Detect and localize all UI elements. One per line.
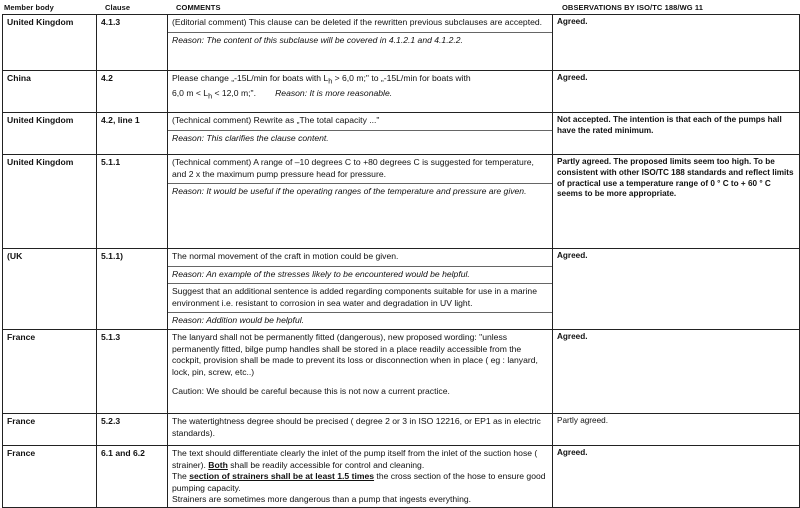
comment-cell: [168, 414, 553, 446]
member-body-cell: China: [3, 71, 97, 113]
comment-cell: [168, 71, 553, 113]
header-clause: Clause: [105, 3, 131, 12]
subscript: h: [208, 93, 213, 102]
header-comments: COMMENTS: [176, 3, 221, 12]
member-body-cell: France: [3, 446, 97, 508]
divider: [168, 32, 552, 33]
clause-cell: 4.1.3: [97, 15, 168, 71]
comment-part: Strainers are sometimes more dangerous than a pump that ingests everything.: [172, 494, 472, 505]
table-row: [3, 330, 800, 414]
header-observations: OBSERVATIONS BY ISO/TC 188/WG 11: [562, 3, 704, 12]
member-body-cell: France: [3, 330, 97, 414]
comment-text: (Technical comment) A range of –10 degrees C to +80 degrees C is suggested for temperature, and 2 x the maximum pump pressure head for pressure.: [172, 157, 534, 179]
comment-part: The text should differentiate clearly the inlet of the pump itself from the inlet of the suction hose ( strainer).: [172, 448, 538, 470]
reason-text: Reason: It would be useful if the operating ranges of the temperature and pressure are given.: [172, 186, 527, 197]
comment-part: 6,0 m < L: [172, 88, 209, 99]
comment-part: the cross section of the hose to ensure good pumping capacity.: [172, 471, 546, 493]
comment-cell: [168, 330, 553, 414]
table-row: [3, 15, 800, 71]
reason-text: Reason: An example of the stresses likely to be encountered would be helpful.: [172, 268, 470, 279]
emphasis-text: Both: [208, 459, 228, 470]
table-row: [3, 446, 800, 508]
reason-text: Reason: This clarifies the clause content.: [172, 132, 329, 143]
divider: [168, 183, 552, 184]
member-body-cell: United Kingdom: [3, 113, 97, 155]
observation-cell: Agreed.: [553, 446, 800, 508]
divider: [168, 312, 552, 313]
comment-text: Suggest that an additional sentence is added regarding components suitable for use in a marine environment i.e. resistant to corrosion in sea water and degradation in UV light.: [172, 286, 537, 308]
comment-text: (Technical comment) Rewrite as „The total capacity ...": [172, 115, 380, 125]
table-row: [3, 113, 800, 155]
observation-cell: Not accepted. The intention is that each of the pumps hall have the rated minimum.: [553, 113, 800, 155]
comment-text: The lanyard shall not be permanently fitted (dangerous), new proposed wording: "unless permanently fitted, bilge pump handles shall be stored in a place readily accessible from the cockpit, provision shall be made to prevent its loss or disconnection when in place ( eg : lanyard, lock, pin, screw, etc..): [172, 332, 538, 377]
observation-cell: Partly agreed. The proposed limits seem too high. To be consistent with other ISO/TC 188 standards and reflect limits of practical use a temperature range of 0 ° C to + 60 ° C seems to be more appropriate.: [553, 155, 800, 249]
comment-text: (Editorial comment) This clause can be deleted if the rewritten previous subclauses are accepted.: [172, 17, 543, 27]
divider: [168, 283, 552, 284]
comment-part: > 6,0 m;" to „-15L/min for boats with: [332, 73, 471, 83]
comment-cell: [168, 155, 553, 249]
divider: [168, 130, 552, 131]
observation-cell: Agreed.: [553, 249, 800, 330]
comment-cell: [168, 446, 553, 508]
table-row: [3, 249, 800, 330]
emphasis-text: section of strainers shall be at least 1.5 times: [189, 471, 375, 482]
observation-cell: Agreed.: [553, 15, 800, 71]
comment-part: shall be readily accessible for control and cleaning.: [227, 459, 425, 470]
reason-text: Reason: The content of this subclause will be covered in 4.1.2.1 and 4.1.2.2.: [172, 34, 463, 45]
clause-cell: 4.2, line 1: [97, 113, 168, 155]
clause-cell: 5.1.1): [97, 249, 168, 330]
comment-text: The watertightness degree should be precised ( degree 2 or 3 in ISO 12216, or EP1 as in electric standards).: [172, 416, 541, 438]
caution-text: Caution: We should be careful because this is not now a current practice.: [172, 386, 450, 397]
comment-cell: [168, 15, 553, 71]
table-row: [3, 155, 800, 249]
member-body-cell: (UK: [3, 249, 97, 330]
reason-text: Reason: It is more reasonable.: [275, 88, 393, 99]
observation-cell: Agreed.: [553, 330, 800, 414]
clause-cell: 6.1 and 6.2: [97, 446, 168, 508]
comment-text: [172, 448, 548, 506]
divider: [168, 266, 552, 267]
comment-cell: [168, 249, 553, 330]
comment-cell: [168, 113, 553, 155]
member-body-cell: United Kingdom: [3, 15, 97, 71]
comment-text: [172, 73, 548, 104]
clause-cell: 5.2.3: [97, 414, 168, 446]
clause-cell: 4.2: [97, 71, 168, 113]
member-body-cell: United Kingdom: [3, 155, 97, 249]
comments-table: [2, 14, 800, 508]
clause-cell: 5.1.3: [97, 330, 168, 414]
clause-cell: 5.1.1: [97, 155, 168, 249]
comment-text: The normal movement of the craft in motion could be given.: [172, 251, 399, 261]
comment-part: The: [172, 471, 190, 482]
observation-cell: Agreed.: [553, 71, 800, 113]
member-body-cell: France: [3, 414, 97, 446]
table-row: [3, 414, 800, 446]
comment-part: < 12,0 m;".: [212, 88, 256, 99]
reason-text: Reason: Addition would be helpful.: [172, 315, 305, 326]
subscript: h: [328, 77, 333, 86]
comment-part: Please change „-15L/min for boats with L: [172, 73, 329, 83]
table-row: [3, 71, 800, 113]
header-member-body: Member body: [4, 3, 54, 12]
observation-cell: Partly agreed.: [553, 414, 800, 446]
